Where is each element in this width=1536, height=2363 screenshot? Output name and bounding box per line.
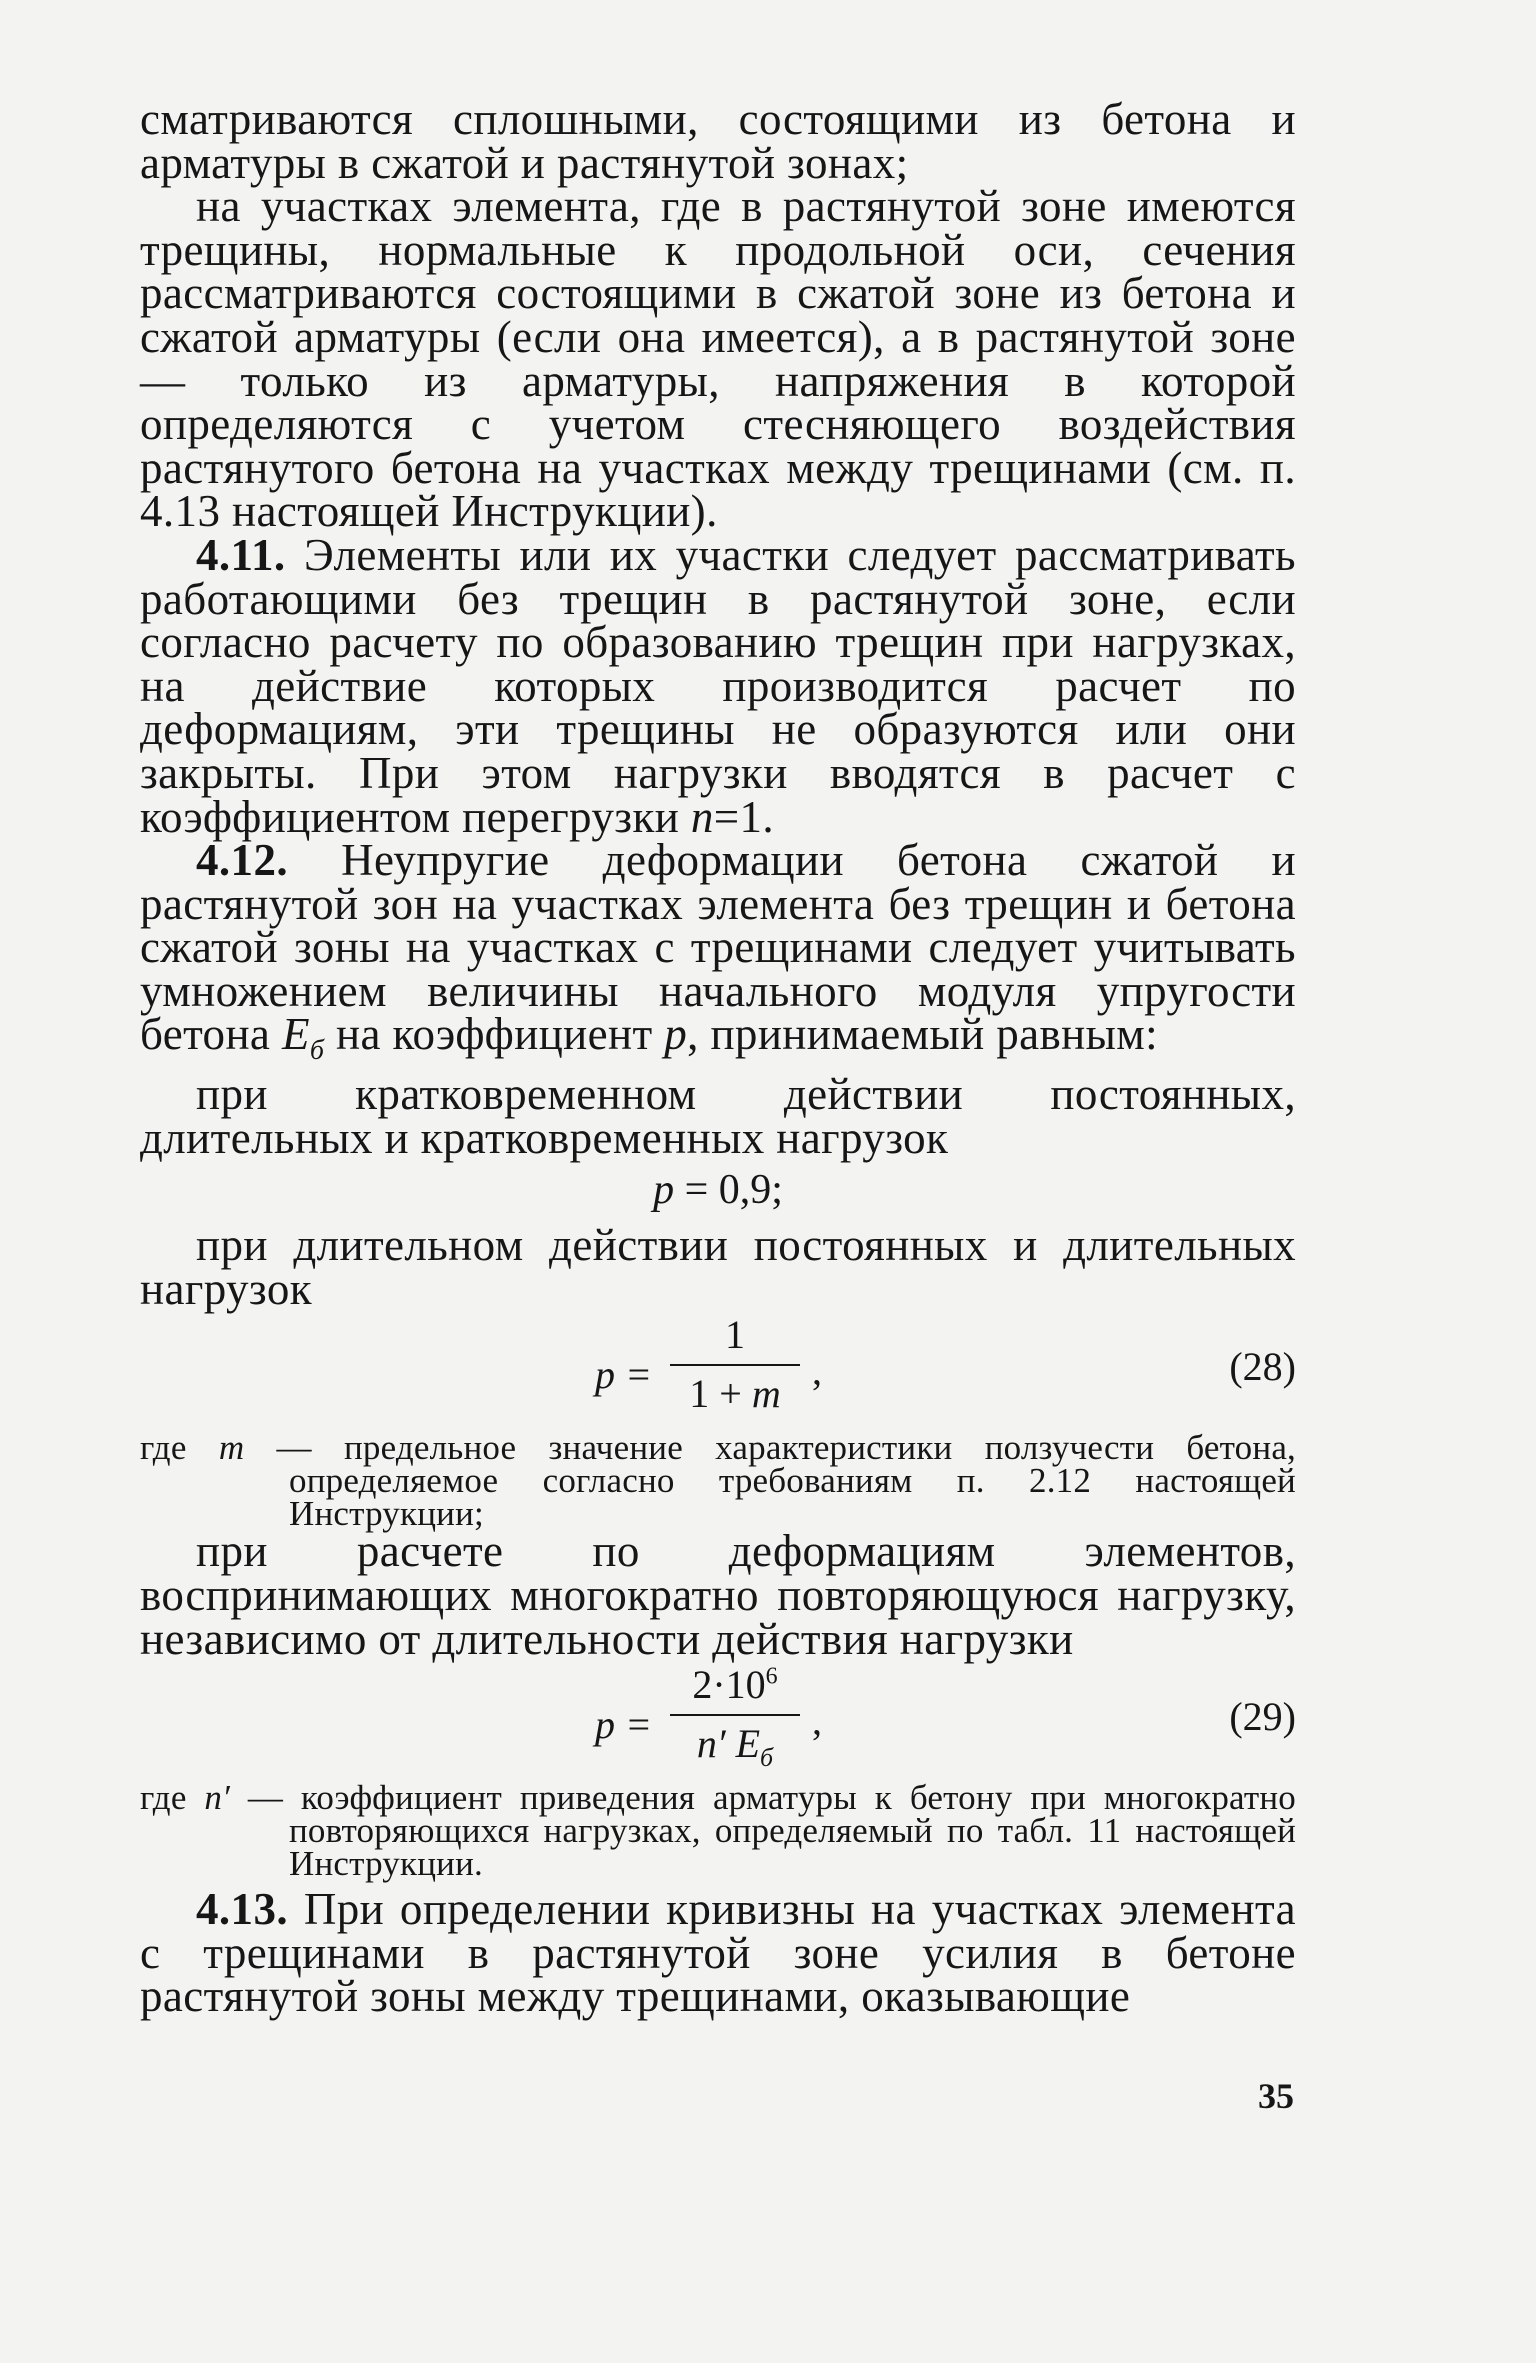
variable-n: n <box>690 791 714 842</box>
formula-28 <box>140 1311 1296 1431</box>
section-number: 4.13. <box>196 1884 288 1935</box>
page-number: 35 <box>1258 2076 1294 2116</box>
variable-p: p <box>664 1009 688 1060</box>
formula-fraction <box>670 1311 800 1417</box>
fraction-denominator: n′ $E_б$ <box>696 1721 774 1773</box>
paragraph-continuation: сматриваются сплошными, состоящими из бетона и арматуры в сжатой и растянутой зонах; <box>140 94 1296 188</box>
equation-number: (28) <box>1229 1344 1296 1390</box>
section-text: Неупругие деформации бетона сжатой и растянутой зон на участках элемента без трещин и бетона сжатой зоны на участках с трещинами следует учитывать умножением величины начального модуля упругости бетона <box>140 835 1296 1060</box>
equation-number: (29) <box>1229 1694 1296 1740</box>
formula-29 <box>140 1661 1296 1781</box>
paragraph-short-term: при кратковременном действии постоянных, длительных и кратковременных нагрузок <box>140 1069 1296 1163</box>
note-var-m: m <box>218 1428 245 1468</box>
section-number: 4.12. <box>196 835 288 886</box>
note-n: где n′ — коэффициент приведения арматуры к бетону при многократно повторяющихся нагрузках, определяемый по табл. 11 настоящей Инструкции. <box>140 1778 1296 1884</box>
formula-lhs: p = <box>595 1352 652 1398</box>
section-4-11 <box>140 529 1296 842</box>
section-text-mid: на коэффициент <box>324 1009 665 1060</box>
note-var-n: n′ <box>204 1778 230 1818</box>
fraction-denominator: 1 + m <box>689 1371 781 1417</box>
section-4-13 <box>140 1884 1296 2022</box>
section-4-12 <box>140 835 1296 1073</box>
formula-comma: , <box>812 1348 822 1394</box>
note-m: где m — предельное значение характеристики ползучести бетона, определяемое согласно требованиям п. 2.12 настоящей Инструкции; <box>140 1428 1296 1534</box>
section-number: 4.11. <box>196 529 286 580</box>
formula-lhs: p = <box>595 1702 652 1748</box>
fraction-numerator: 1 <box>725 1312 745 1358</box>
formula-fraction <box>670 1661 800 1773</box>
formula-value: = 0,9; <box>674 1167 783 1214</box>
section-text: Элементы или их участки следует рассматривать работающими без трещин в растянутой зоне, если согласно расчету по образованию трещин при нагрузках, на действие которых производится расчет по деформациям, эти трещины не образуются или они закрыты. При этом нагрузки вводятся в расчет с коэффициентом перегрузки <box>140 529 1296 842</box>
section-text: При определении кривизны на участках элемента с трещинами в растянутой зоне усилия в бетоне растянутой зоны между трещинами, оказывающие <box>140 1884 1296 2022</box>
paragraph-repeated-load: при расчете по деформациям элементов, воспринимающих многократно повторяющуюся нагрузку, независимо от длительности действия нагрузки <box>140 1526 1296 1664</box>
paragraph-cracked-sections: на участках элемента, где в растянутой зоне имеются трещины, нормальные к продольной оси, сечения рассматриваются состоящими в сжатой зоне из бетона и сжатой арматуры (если она имеется), а в растянутой зоне — только из арматуры, напряжения в которой определяются с учетом стесняющего воздействия растянутого бетона на участках между трещинами (см. п. 4.13 настоящей Инструкции). <box>140 181 1296 537</box>
section-text-end: , принимаемый равным: <box>687 1009 1159 1060</box>
variable-e: E <box>281 1009 310 1060</box>
subscript-b: б <box>309 1035 325 1067</box>
section-text-end: =1. <box>713 791 775 842</box>
paragraph-long-term: при длительном действии постоянных и длительных нагрузок <box>140 1220 1296 1314</box>
formula-var-p: p <box>653 1167 675 1214</box>
formula-comma: , <box>812 1698 822 1744</box>
fraction-numerator: $2\cdot 10^6$ <box>692 1662 778 1708</box>
formula-p-short <box>140 1166 1296 1214</box>
